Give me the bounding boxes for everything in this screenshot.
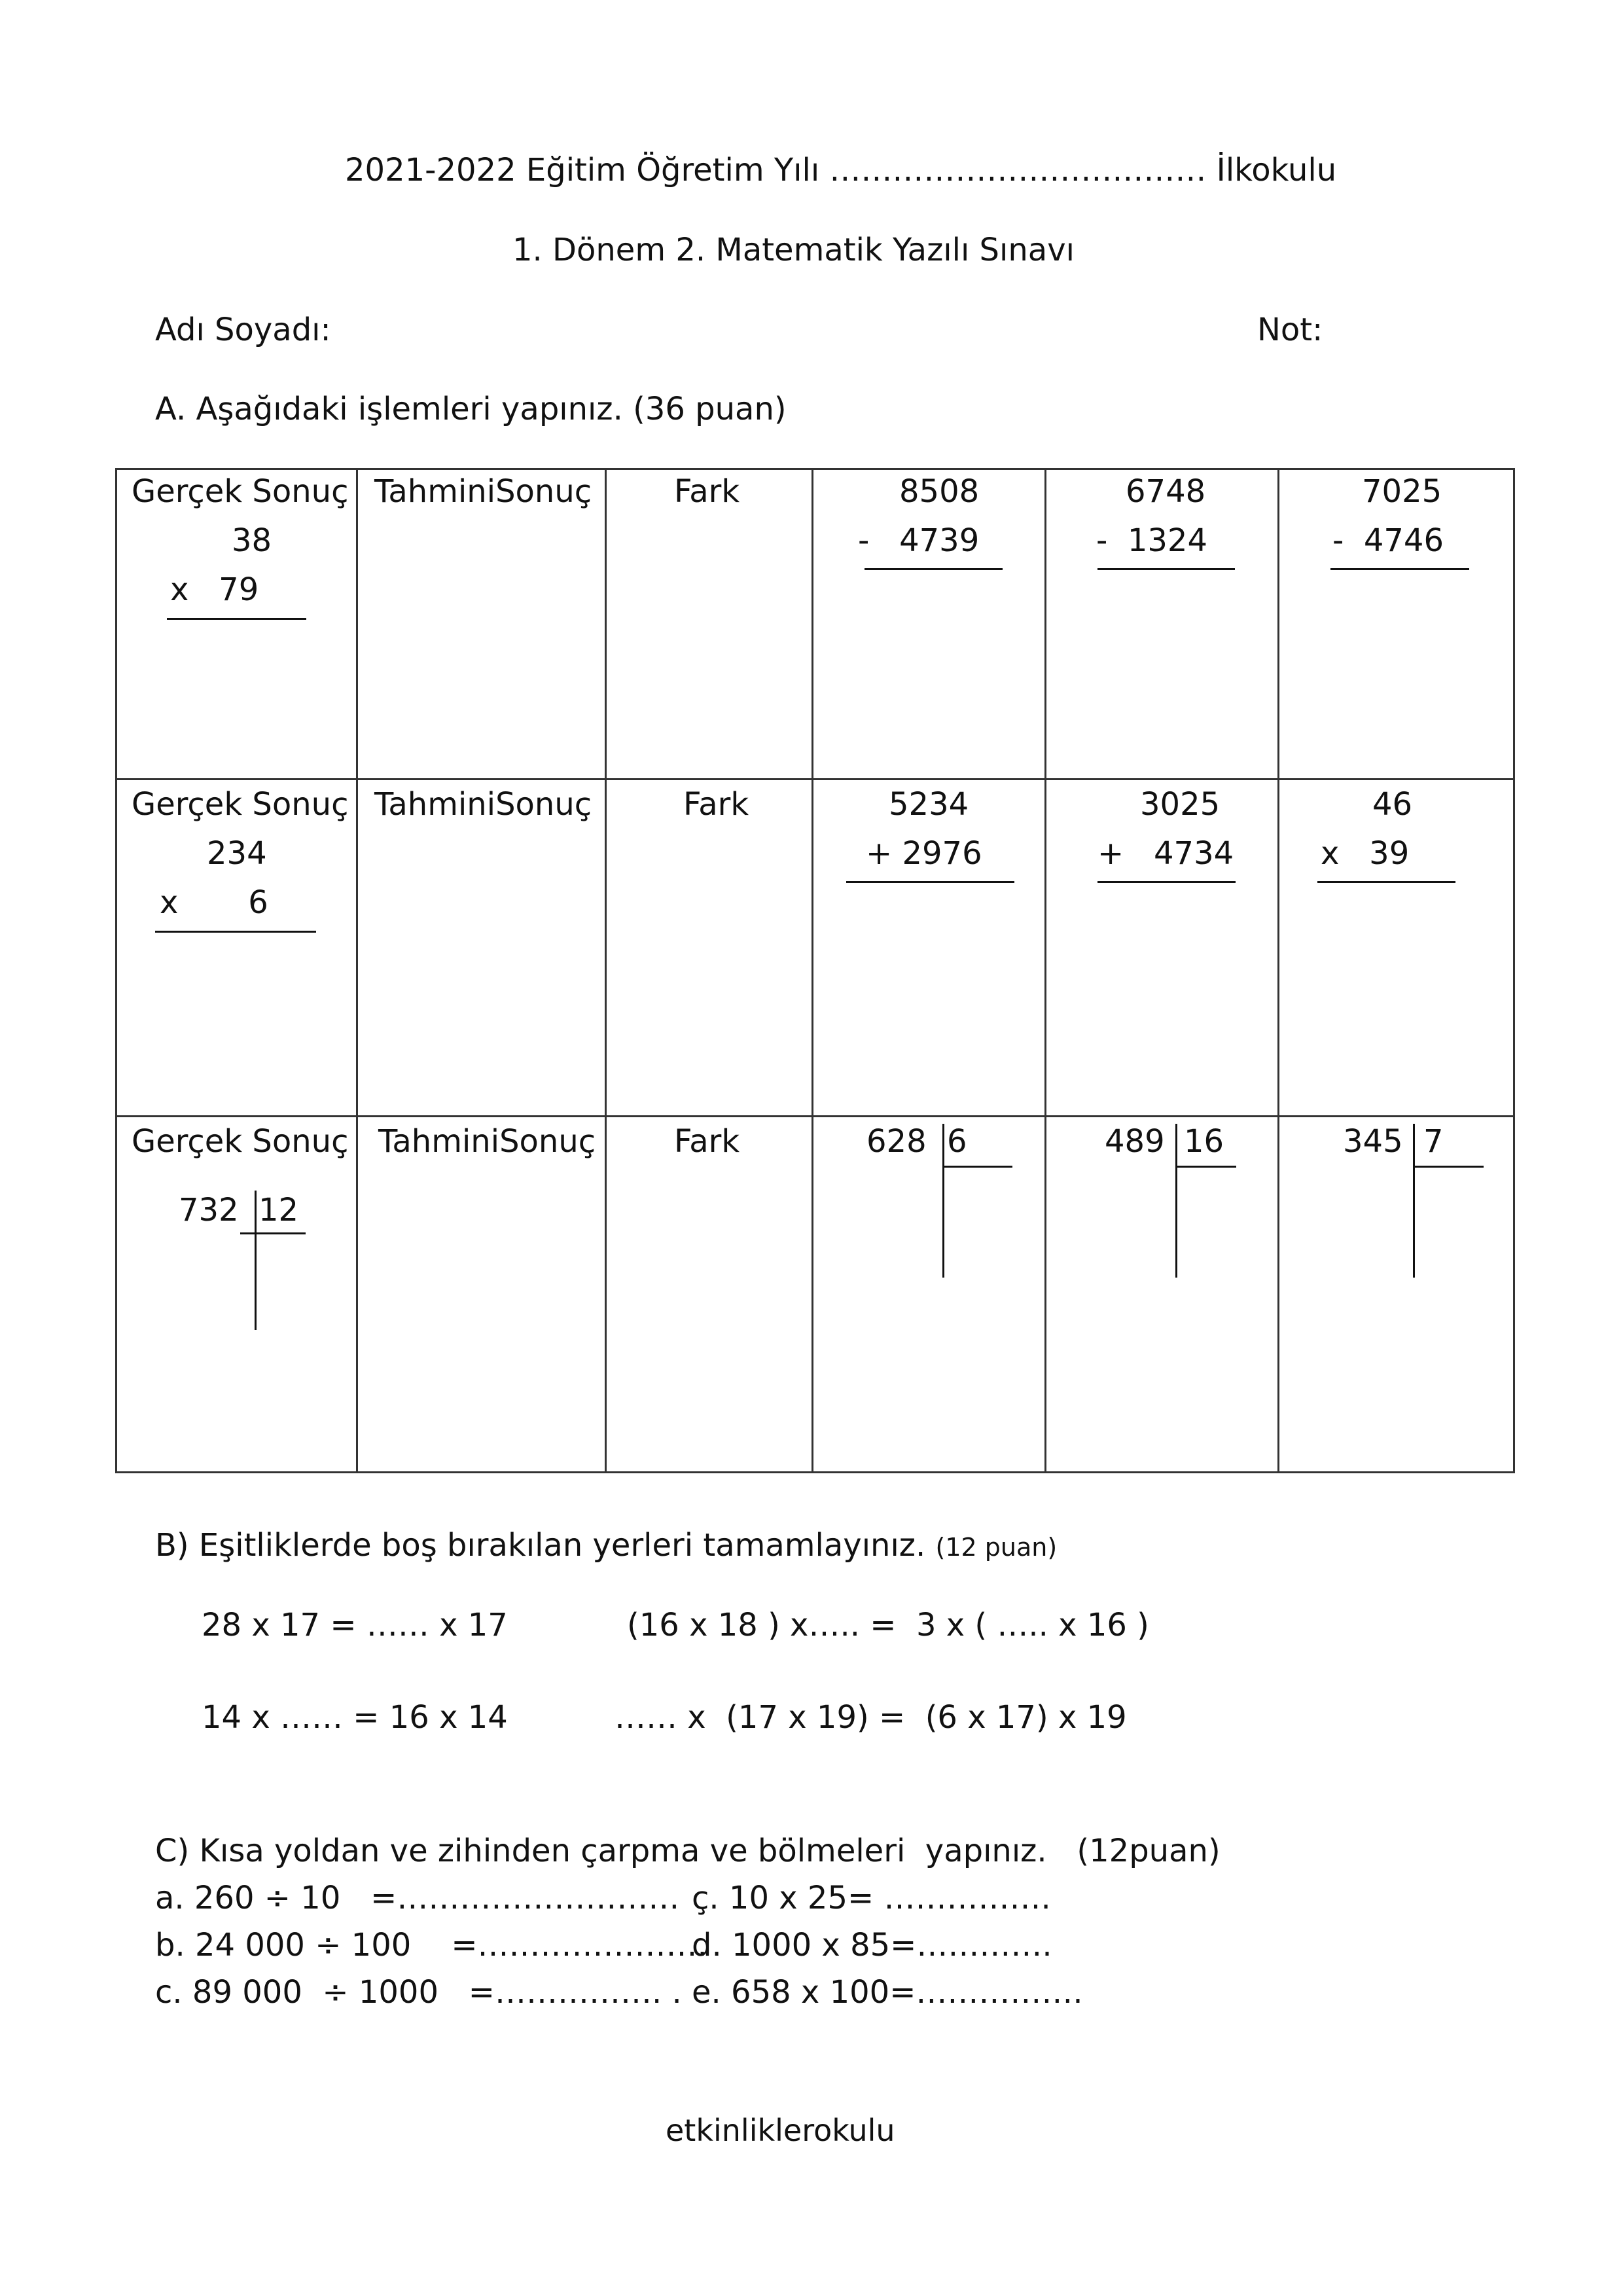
operand-bottom: + 4734	[1097, 835, 1234, 872]
estimated-result-label: TahminiSonuç	[374, 473, 592, 510]
division-line	[942, 1166, 1012, 1168]
section-c-title: C) Kısa yoldan ve zihinden çarpma ve bölmeleri yapınız. (12puan)	[155, 1833, 1221, 1869]
mental-math-item: a. 260 ÷ 10 =………………………	[155, 1880, 680, 1916]
operation-cell[interactable]	[1279, 469, 1514, 780]
operand-top: 8508	[899, 473, 980, 510]
mental-math-item: e. 658 x 100=…………….	[692, 1974, 1083, 2011]
division-bar	[255, 1191, 257, 1330]
division-bar	[942, 1124, 944, 1278]
estimated-result-label: TahminiSonuç	[374, 786, 592, 823]
estimated-result-label: TahminiSonuç	[378, 1123, 596, 1160]
table-row	[116, 1117, 1514, 1473]
operand-bottom: x 39	[1321, 835, 1410, 872]
division-line	[240, 1232, 306, 1234]
result-line	[1317, 881, 1455, 883]
mental-math-item: d. 1000 x 85=………….	[692, 1927, 1052, 1964]
name-label: Adı Soyadı:	[155, 312, 331, 348]
difference-cell[interactable]	[606, 469, 813, 780]
dividend: 732	[179, 1192, 239, 1229]
operand-bottom: x 6	[160, 884, 268, 921]
operation-cell[interactable]	[813, 1117, 1046, 1473]
result-line	[1097, 568, 1235, 570]
operand-top: 6748	[1126, 473, 1206, 510]
divisor: 7	[1423, 1123, 1444, 1160]
equation-item: (16 x 18 ) x….. = 3 x ( ….. x 16 )	[627, 1607, 1149, 1643]
estimated-result-cell[interactable]	[357, 780, 606, 1117]
division-bar	[1413, 1124, 1415, 1278]
actual-result-cell[interactable]	[116, 469, 357, 780]
divisor: 6	[947, 1123, 967, 1160]
operand-bottom: + 2976	[866, 835, 982, 872]
dividend: 489	[1105, 1123, 1165, 1160]
section-b-title	[155, 1527, 1057, 1564]
operation-cell[interactable]	[813, 469, 1046, 780]
mental-math-item: c. 89 000 ÷ 1000 =……………. .	[155, 1974, 682, 2011]
actual-result-label: Gerçek Sonuç	[132, 473, 349, 510]
operation-cell[interactable]	[1279, 1117, 1514, 1473]
dividend: 345	[1343, 1123, 1403, 1160]
difference-label: Fark	[674, 473, 740, 510]
section-a-title: A. Aşağıdaki işlemleri yapınız. (36 puan)	[155, 391, 787, 427]
operation-cell[interactable]	[1046, 1117, 1279, 1473]
mental-math-item: ç. 10 x 25= …………….	[692, 1880, 1051, 1916]
actual-result-label: Gerçek Sonuç	[132, 786, 349, 823]
estimated-result-cell[interactable]	[357, 1117, 606, 1473]
estimated-result-cell[interactable]	[357, 469, 606, 780]
operation-cell[interactable]	[813, 780, 1046, 1117]
equation-item: …… x (17 x 19) = (6 x 17) x 19	[615, 1699, 1127, 1736]
actual-result-cell[interactable]	[116, 780, 357, 1117]
operand-top: 5234	[889, 786, 969, 823]
operand-top: 38	[232, 522, 272, 559]
result-line	[167, 618, 306, 620]
mental-math-item: b. 24 000 ÷ 100 =………………….	[155, 1927, 707, 1964]
result-line	[846, 881, 1014, 883]
divisor: 16	[1184, 1123, 1224, 1160]
division-line	[1413, 1166, 1484, 1168]
operand-top: 234	[207, 835, 267, 872]
result-line	[155, 931, 316, 933]
result-line	[1330, 568, 1469, 570]
equation-item: 14 x …… = 16 x 14	[202, 1699, 508, 1736]
division-bar	[1175, 1124, 1177, 1278]
difference-label: Fark	[674, 1123, 740, 1160]
operand-top: 46	[1372, 786, 1413, 823]
operation-cell[interactable]	[1046, 469, 1279, 780]
operand-bottom: - 4746	[1332, 522, 1444, 559]
divisor: 12	[259, 1192, 299, 1229]
actual-result-label: Gerçek Sonuç	[132, 1123, 349, 1160]
difference-cell[interactable]	[606, 1117, 813, 1473]
operation-cell[interactable]	[1279, 780, 1514, 1117]
dividend: 628	[866, 1123, 927, 1160]
result-line	[865, 568, 1003, 570]
operand-bottom: x 79	[170, 571, 259, 608]
grade-label: Not:	[1257, 312, 1323, 348]
table-row	[116, 780, 1514, 1117]
section-b-points: (12 puan)	[935, 1533, 1058, 1562]
equation-item: 28 x 17 = …… x 17	[202, 1607, 508, 1643]
school-year-title: 2021-2022 Eğitim Öğretim Yılı ……………………………… İlkokulu	[345, 152, 1337, 188]
operand-top: 3025	[1140, 786, 1221, 823]
operand-bottom: - 1324	[1096, 522, 1207, 559]
table-row	[116, 469, 1514, 780]
operations-table	[115, 468, 1515, 1473]
actual-result-cell[interactable]	[116, 1117, 357, 1473]
section-b-instruction: B) Eşitliklerde boş bırakılan yerleri tamamlayınız.	[155, 1527, 926, 1564]
operand-bottom: - 4739	[858, 522, 980, 559]
exam-title: 1. Dönem 2. Matematik Yazılı Sınavı	[512, 232, 1075, 268]
footer-watermark: etkinliklerokulu	[666, 2113, 895, 2148]
operand-top: 7025	[1362, 473, 1442, 510]
difference-label: Fark	[683, 786, 749, 823]
difference-cell[interactable]	[606, 780, 813, 1117]
operation-cell[interactable]	[1046, 780, 1279, 1117]
division-line	[1175, 1166, 1236, 1168]
result-line	[1097, 881, 1236, 883]
